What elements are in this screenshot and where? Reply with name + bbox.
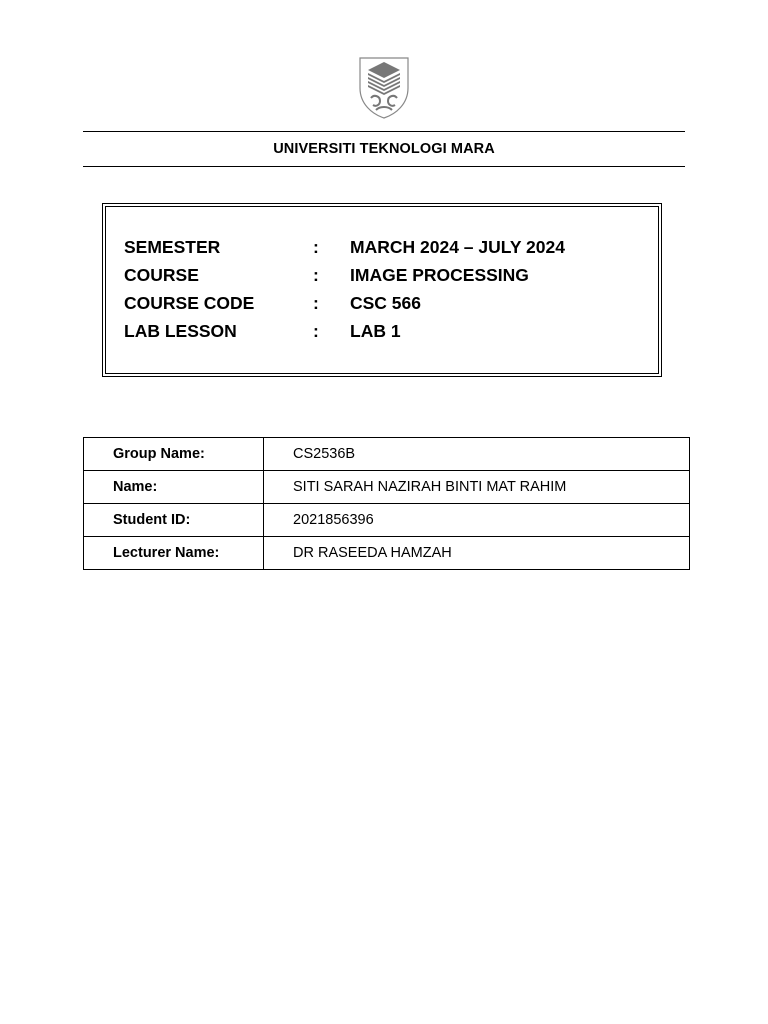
- info-colon: :: [313, 293, 319, 313]
- info-value: IMAGE PROCESSING: [350, 265, 529, 285]
- table-row: [84, 504, 690, 537]
- student-name-value: SITI SARAH NAZIRAH BINTI MAT RAHIM: [264, 471, 690, 504]
- table-row: [84, 537, 690, 570]
- student-id-value: 2021856396: [264, 504, 690, 537]
- group-name-value: CS2536B: [264, 438, 690, 471]
- table-row: [84, 471, 690, 504]
- info-label: LAB LESSON: [124, 321, 237, 341]
- group-name-label: Group Name:: [84, 438, 264, 471]
- info-colon: :: [313, 321, 319, 341]
- info-label: COURSE CODE: [124, 293, 255, 313]
- info-label: SEMESTER: [124, 237, 221, 257]
- info-value: MARCH 2024 – JULY 2024: [350, 237, 565, 257]
- university-crest-icon: [356, 54, 412, 120]
- university-name: UNIVERSITI TEKNOLOGI MARA: [273, 141, 495, 157]
- info-label: COURSE: [124, 265, 199, 285]
- info-value: LAB 1: [350, 321, 401, 341]
- lecturer-name-label: Lecturer Name:: [84, 537, 264, 570]
- header-divider-bottom: [83, 166, 685, 167]
- student-name-label: Name:: [84, 471, 264, 504]
- table-row: [84, 438, 690, 471]
- info-colon: :: [313, 237, 319, 257]
- header-divider-top: [83, 131, 685, 132]
- student-details-table: [83, 437, 690, 570]
- info-value: CSC 566: [350, 293, 422, 313]
- info-colon: :: [313, 265, 319, 285]
- lecturer-name-value: DR RASEEDA HAMZAH: [264, 537, 690, 570]
- course-info-box: [102, 203, 662, 377]
- student-id-label: Student ID:: [84, 504, 264, 537]
